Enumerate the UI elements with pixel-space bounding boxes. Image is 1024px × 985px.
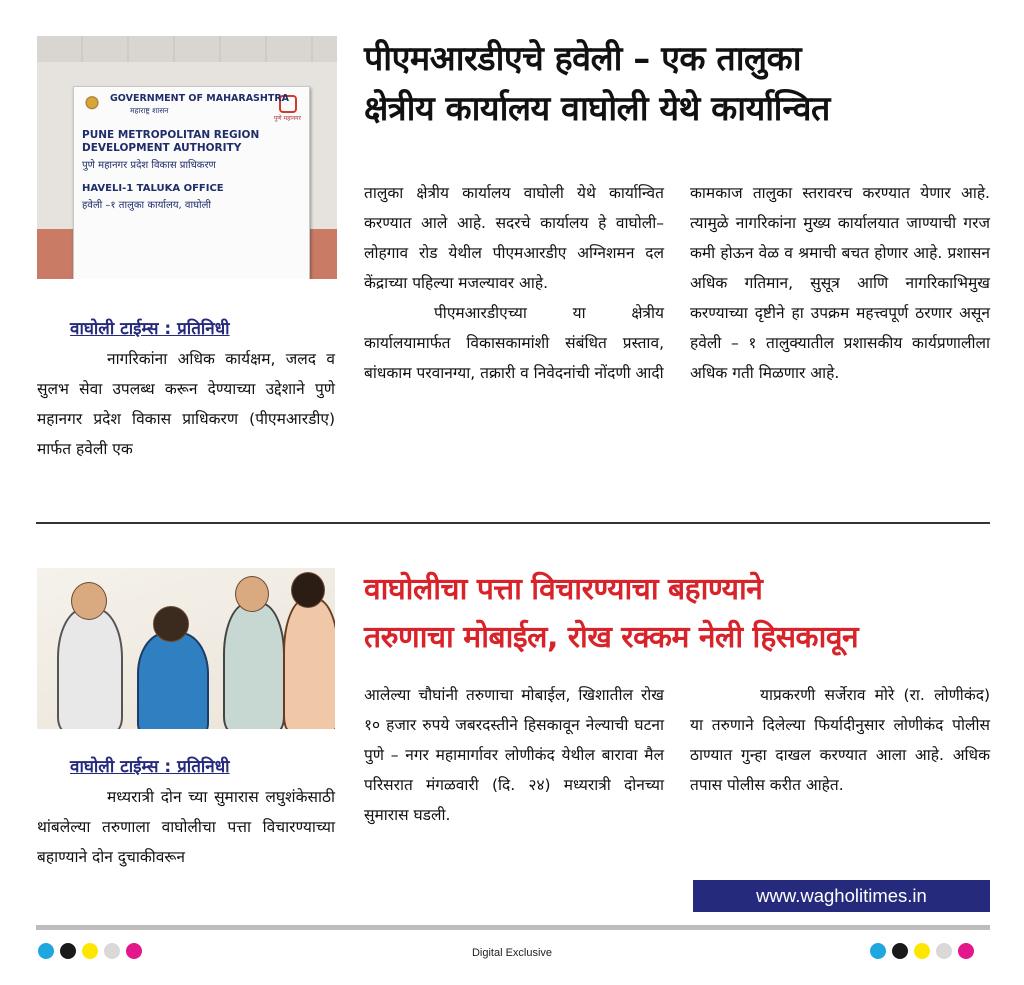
victim-figure — [57, 608, 123, 729]
attacker-figure-2 — [223, 602, 285, 729]
yellow-registration-dot — [914, 943, 930, 959]
story-divider — [36, 522, 990, 524]
story1-column-3 — [690, 178, 990, 388]
sign-government-marathi: महाराष्ट्र शासन — [130, 106, 169, 115]
office-signboard — [73, 86, 310, 279]
story1-col3-text: कामकाज तालुका स्तरावरच करण्यात येणार आहे. त्यामुळे नागरिकांना मुख्य कार्यालयात जाण्याची गरज कमी होऊन वेळ व श्रमाची बचत होणार आहे. प्रशासन अधिक गतिमान, सुसूत्र आणि नागरिकाभिमुख करण्याच्या दृष्टीने हा उपक्रम महत्त्वपूर्ण ठरणार असून हवेली – १ तालुक्यातील प्रशासकीय कार्यप्रणालीला अधिक गती मिळणार आहे. — [690, 184, 990, 382]
attacker-head-2 — [235, 576, 269, 612]
story1-col2-para1: तालुका क्षेत्रीय कार्यालय वाघोली येथे कार्यान्वित करण्यात आले आहे. सदरचे कार्यालय हे वाघोली–लोहगाव रोड येथील पीएमआरडीए अग्निशमन दल केंद्राच्या पहिल्या मजल्यावर आहे. — [364, 184, 664, 292]
story2-headline-line1: वाघोलीचा पत्ता विचारण्याचा बहाण्याने — [364, 572, 763, 607]
story2-col1-text: मध्यरात्री दोन च्या सुमारास लघुशंकेसाठी थांबलेल्या तरुणाला वाघोलीचा पत्ता विचारण्याच्या बहाण्याने दोन दुचाकीवरून — [37, 788, 335, 866]
cyan-registration-dot — [870, 943, 886, 959]
story1-headline-line2: क्षेत्रीय कार्यालय वाघोली येथे कार्यान्वित — [364, 89, 830, 129]
story2-column-2 — [364, 680, 664, 830]
magenta-registration-dot — [958, 943, 974, 959]
grey-registration-dot — [936, 943, 952, 959]
attacker-figure-3 — [283, 598, 335, 729]
black-registration-dot — [892, 943, 908, 959]
robbery-illustration — [37, 568, 335, 729]
story1-column-2 — [364, 178, 664, 388]
sign-logo-caption: पुणे महानगर — [273, 115, 301, 122]
victim-head — [71, 582, 107, 620]
sign-organisation-marathi: पुणे महानगर प्रदेश विकास प्राधिकरण — [82, 160, 216, 171]
attacker-head-3 — [291, 572, 325, 608]
pmrda-office-sign-photo — [37, 36, 337, 279]
story1-col2-para2: पीएमआरडीएच्या या क्षेत्रीय कार्यालयामार्फत विकासकामांशी संबंधित प्रस्ताव, बांधकाम परवानग्या, तक्रारी व निवेदनांची नोंदणी आदी — [364, 304, 664, 382]
story1-column-1 — [37, 344, 335, 464]
story2-headline-line2: तरुणाचा मोबाईल, रोख रक्कम नेली हिसकावून — [364, 620, 859, 655]
story2-column-1 — [37, 782, 335, 872]
story2-headline — [364, 566, 1004, 662]
story2-col3-text: याप्रकरणी सर्जेराव मोरे (रा. लोणीकंद) या तरुणाने दिलेल्या फिर्यादीनुसार लोणीकंद पोलीस ठाण्यात गुन्हा दाखल करण्यात आला आहे. अधिक तपास पोलीस करीत आहेत. — [690, 686, 990, 794]
website-link[interactable]: www.wagholitimes.in — [693, 880, 990, 912]
registration-marks-right — [870, 943, 974, 959]
sign-organisation-name: PUNE METROPOLITAN REGION DEVELOPMENT AUTHORITY — [82, 129, 260, 154]
sign-office-name: HAVELI-1 TALUKA OFFICE — [82, 183, 224, 194]
state-emblem-icon — [84, 95, 100, 117]
footer-bar — [36, 925, 990, 930]
sign-office-marathi: हवेली –१ तालुका कार्यालय, वाघोली — [82, 200, 211, 211]
story2-column-3 — [690, 680, 990, 800]
attacker-figure-1 — [137, 632, 209, 729]
footer-label: Digital Exclusive — [471, 947, 553, 959]
wall-tiles — [37, 36, 337, 62]
story2-byline: वाघोली टाईम्स : प्रतिनिधी — [70, 757, 230, 777]
attacker-head-1 — [153, 606, 189, 642]
story1-byline: वाघोली टाईम्स : प्रतिनिधी — [70, 319, 230, 339]
story2-col2-text: आलेल्या चौघांनी तरुणाचा मोबाईल, खिशातील रोख १० हजार रुपये जबरदस्तीने हिसकावून नेल्याची घटना पुणे – नगर महामार्गावर लोणीकंद येथील बारावा मैल परिसरात मंगळवारी (दि. २४) मध्यरात्री दोनच्या सुमारास घडली. — [364, 686, 664, 824]
story1-headline-line1: पीएमआरडीएचे हवेली – एक तालुका — [364, 39, 802, 79]
story1-col1-text: नागरिकांना अधिक कार्यक्षम, जलद व सुलभ सेवा उपलब्ध करून देण्याच्या उद्देशाने पुणे महानगर प्रदेश विकास प्राधिकरण (पीएमआरडीए) मार्फत हवेली एक — [37, 350, 335, 458]
sign-government-text: GOVERNMENT OF MAHARASHTRA — [110, 93, 289, 104]
story1-headline — [364, 34, 994, 134]
